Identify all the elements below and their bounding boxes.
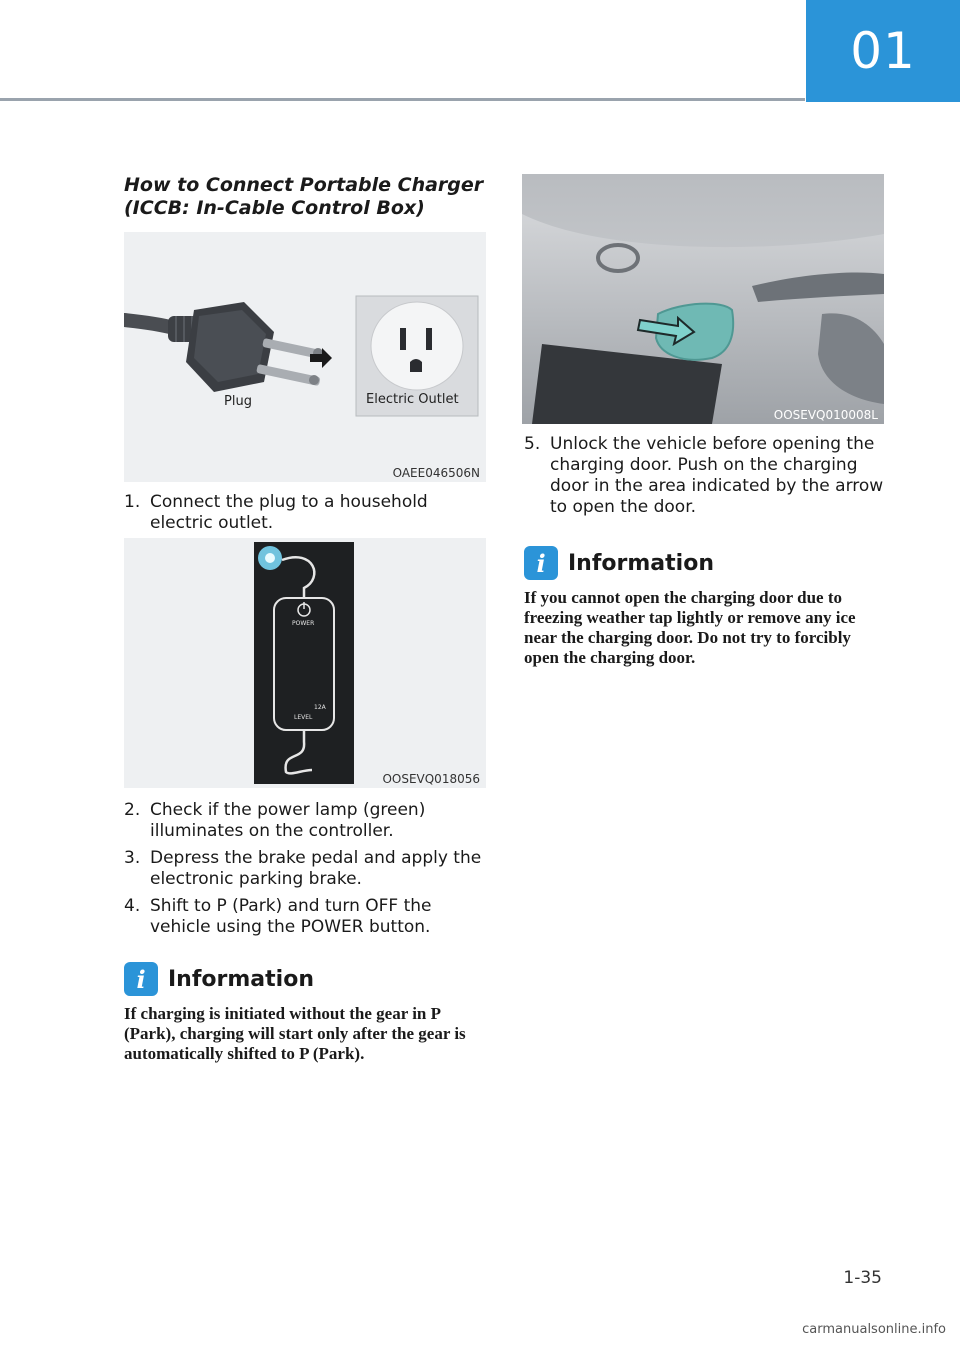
step-text: Connect the plug to a household electric outlet.: [150, 492, 428, 533]
figure-code: OOSEVQ010008L: [773, 408, 878, 422]
step-3: [124, 848, 486, 890]
figure-plug-outlet: [124, 232, 486, 482]
figure-code: OOSEVQ018056: [382, 772, 480, 786]
step-text: Depress the brake pedal and apply the electronic parking brake.: [150, 848, 482, 889]
step-5: [524, 434, 888, 518]
section-title: How to Connect Portable Charger (ICCB: In-Cable Control Box): [124, 174, 484, 219]
info-body: If charging is initiated without the gear in P (Park), charging will start only after the gear is automatically shifted to P (Park).: [124, 1004, 466, 1063]
watermark: carmanualsonline.info: [0, 1322, 960, 1346]
step-4: [124, 896, 486, 938]
figure-code: OAEE046506N: [392, 466, 480, 480]
info-icon: i: [524, 546, 558, 580]
step-1: [124, 492, 486, 534]
figure-iccb-controller: [124, 538, 486, 788]
info-heading: [524, 546, 714, 580]
info-icon: i: [124, 962, 158, 996]
chapter-tab: [806, 0, 960, 102]
charging-door-illustration: [522, 174, 884, 424]
info-body: If you cannot open the charging door due to freezing weather tap lightly or remove any ice near the charging door. Do not try to forcibly open the charging door.: [524, 588, 856, 667]
header-rule: [0, 98, 805, 101]
plug-label: Plug: [224, 394, 252, 409]
info-title: Information: [568, 550, 714, 576]
level-label: LEVEL: [294, 714, 313, 721]
step-number: 1.: [124, 492, 141, 512]
step-text: Shift to P (Park) and turn OFF the vehicle using the POWER button.: [150, 896, 432, 937]
step-number: 4.: [124, 896, 141, 916]
iccb-illustration: [124, 538, 486, 788]
page-number: 1-35: [843, 1268, 882, 1288]
step-number: 5.: [524, 434, 541, 454]
amp-label: 12A: [314, 704, 326, 711]
info-heading: [124, 962, 314, 996]
plug-outlet-illustration: [124, 232, 486, 482]
step-number: 2.: [124, 800, 141, 820]
step-number: 3.: [124, 848, 141, 868]
step-2: [124, 800, 486, 842]
step-text: Check if the power lamp (green) illuminates on the controller.: [150, 800, 426, 841]
figure-charging-door: [522, 174, 884, 424]
power-label: POWER: [292, 620, 315, 627]
info-title: Information: [168, 966, 314, 992]
step-text: Unlock the vehicle before opening the charging door. Push on the charging door in the area indicated by the arrow to open the door.: [550, 434, 884, 517]
chapter-number: 01: [850, 22, 916, 80]
outlet-label: Electric Outlet: [366, 392, 459, 407]
